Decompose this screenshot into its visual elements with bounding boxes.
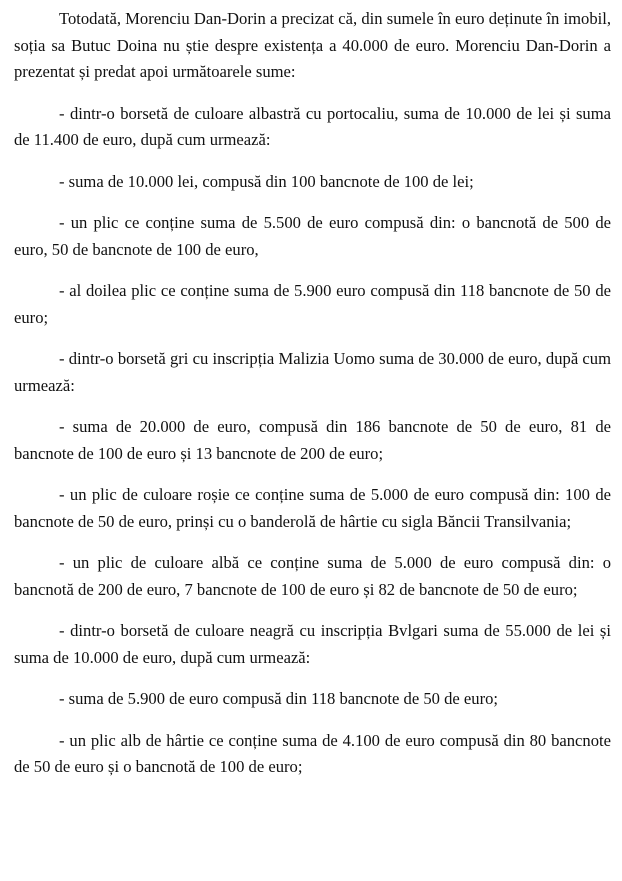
paragraph-red-envelope: - un plic de culoare roșie ce conține suma de 5.000 de euro compusă din: 100 de bancnote de 50 de euro, prinși cu o banderolă de hârtie cu sigla Băncii Transilvania; (14, 485, 611, 531)
paragraph-intro: Totodată, Morenciu Dan-Dorin a precizat că, din sumele în euro deținute în imobil, soția sa Butuc Doina nu știe despre existența a 40.000 de euro. Morenciu Dan-Dorin a prezentat și predat apoi următoarele sume: (14, 9, 611, 81)
paragraph-second-envelope: - al doilea plic ce conține suma de 5.900 euro compusă din 118 bancnote de 50 de euro; (14, 281, 611, 327)
paragraph-first-envelope: - un plic ce conține suma de 5.500 de euro compusă din: o bancnotă de 500 de euro, 50 de bancnote de 100 de euro, (14, 213, 611, 259)
paragraph-blue-orange-pouch: - dintr-o borsetă de culoare albastră cu portocaliu, suma de 10.000 de lei și suma de 11.400 de euro, după cum urmează: (14, 103, 611, 149)
paragraph-grey-pouch: - dintr-o borsetă gri cu inscripția Malizia Uomo suma de 30.000 de euro, după cum urmează: (14, 349, 611, 395)
paragraph-paper-envelope: - un plic alb de hârtie ce conține suma de 4.100 de euro compusă din 80 bancnote de 50 de euro și o bancnotă de 100 de euro; (14, 730, 611, 776)
paragraph-white-envelope: - un plic de culoare albă ce conține suma de 5.000 de euro compusă din: o bancnotă de 200 de euro, 7 bancnote de 100 de euro și 82 de bancnote de 50 de euro; (14, 553, 611, 599)
paragraph-lei-amount: - suma de 10.000 lei, compusă din 100 bancnote de 100 de lei; (59, 171, 474, 191)
paragraph-euro-amount: - suma de 20.000 de euro, compusă din 186 bancnote de 50 de euro, 81 de bancnote de 100 de euro și 13 bancnote de 200 de euro; (14, 417, 611, 463)
paragraph-euro-notes: - suma de 5.900 de euro compusă din 118 bancnote de 50 de euro; (59, 689, 498, 708)
paragraph-black-pouch: - dintr-o borsetă de culoare neagră cu inscripția Bvlgari suma de 55.000 de lei și suma de 10.000 de euro, după cum urmează: (14, 621, 611, 667)
